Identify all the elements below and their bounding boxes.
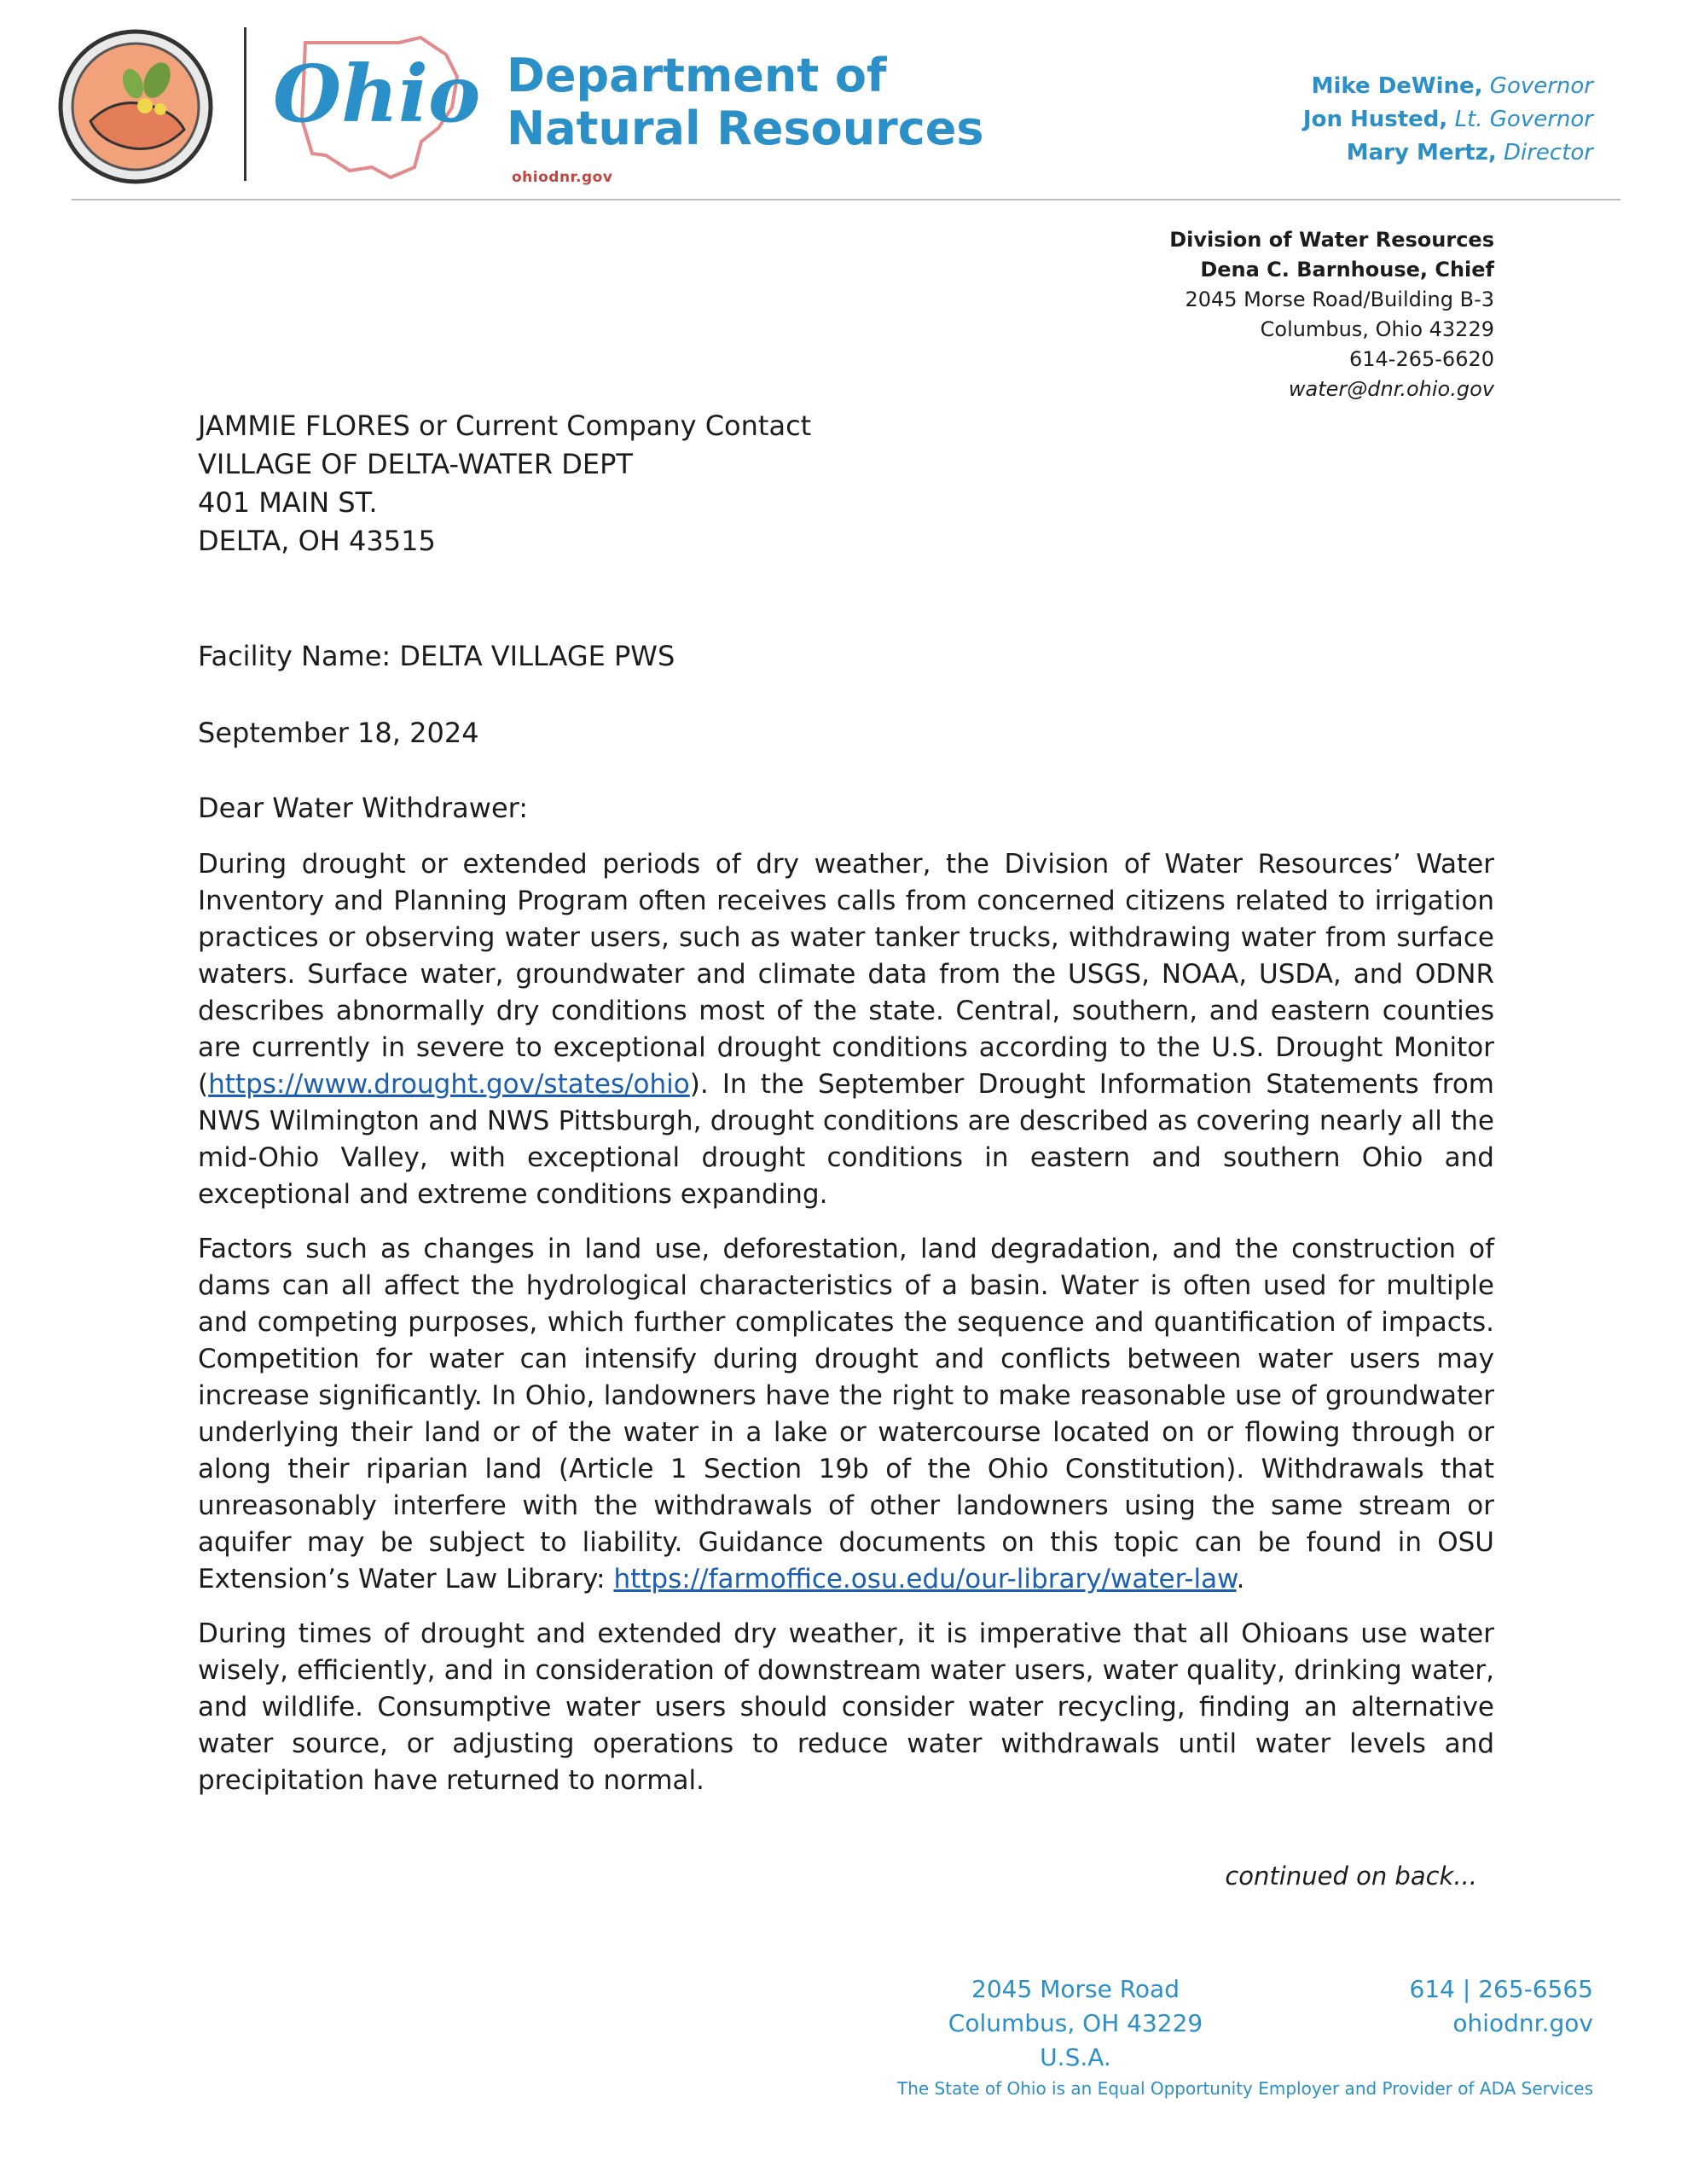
paragraph-2: Factors such as changes in land use, deforestation, land degradation, and the construction of dams can all affect the hydrological characteristics of a basin. Water is often used for multiple and competing purposes, which further complicates the sequence and quantification of impacts. Competition for water can intensify during drought and conflicts between water users may increase significantly. In Ohio, landowners have the right to make reasonable use of groundwater underlying their land or of the water in a lake or watercourse located on or flowing through or along their riparian land (Article 1 Section 19b of the Ohio Constitution). Withdrawals that unreasonably interfere with the withdrawals of other landowners using the same stream or aquifer may be subject to liability. Guidance documents on this topic can be found in OSU Extension’s Water Law Library: https://farmoffice.osu.edu/our-library/water-law. — [198, 1234, 1494, 1594]
logo-url: ohiodnr.gov — [512, 169, 613, 186]
recipient-line1: JAMMIE FLORES or Current Company Contact — [198, 410, 812, 442]
official-lt-governor: Jon Husted, Lt. Governor — [1302, 107, 1593, 132]
division-name: Division of Water Resources — [1169, 228, 1494, 252]
officials-list — [1303, 70, 1593, 170]
paragraph-1: During drought or extended periods of dry weather, the Division of Water Resources’ Water Inventory and Planning Program often receives calls from concerned citizens related to irrigation practices or observing water users, such as water tanker trucks, withdrawing water from surface waters. Surface water, groundwater and climate data from the USGS, NOAA, USDA, and ODNR describes abnormally dry conditions most of the state. Central, southern, and eastern counties are currently in severe to exceptional drought conditions according to the U.S. Drought Monitor (https://www.drought.gov/states/ohio). In the September Drought Information Statements from NWS Wilmington and NWS Pittsburgh, drought conditions are described as covering nearly all the mid-Ohio Valley, with exceptional drought conditions in eastern and southern Ohio and exceptional and extreme conditions expanding. — [198, 849, 1494, 1210]
header-divider — [244, 27, 246, 181]
division-chief: Dena C. Barnhouse, Chief — [1200, 258, 1494, 282]
official-director: Mary Mertz, Director — [1346, 140, 1593, 166]
paragraph-3: During times of drought and extended dry weather, it is imperative that all Ohioans use water wisely, efficiently, and in consideration of downstream water users, water quality, drinking water, and wildlife. Consumptive water users should consider water recycling, finding an alternative water source, or adjusting operations to reduce water withdrawals until water levels and precipitation have returned to normal. — [198, 1618, 1494, 1796]
water-law-link[interactable]: https://farmoffice.osu.edu/our-library/water-law — [613, 1564, 1237, 1594]
footer-website[interactable]: ohiodnr.gov — [1452, 2009, 1593, 2037]
footer-address1: 2045 Morse Road — [971, 1975, 1180, 2003]
recipient-line4: DELTA, OH 43515 — [198, 525, 436, 557]
header-rule — [72, 199, 1620, 200]
ohio-logo — [271, 26, 480, 184]
department-name — [507, 49, 984, 155]
salutation: Dear Water Withdrawer: — [198, 792, 528, 824]
footer-address2: Columbus, OH 43229 U.S.A. — [948, 2009, 1203, 2071]
recipient-address — [198, 407, 811, 561]
facility-name: Facility Name: DELTA VILLAGE PWS — [198, 640, 675, 672]
footer-eeo-statement: The State of Ohio is an Equal Opportunity Employer and Provider of ADA Services — [897, 2078, 1593, 2099]
division-email[interactable]: water@dnr.ohio.gov — [1288, 377, 1494, 401]
recipient-line3: 401 MAIN ST. — [198, 486, 378, 519]
footer-contact — [1410, 1972, 1593, 2041]
letter-date: September 18, 2024 — [198, 717, 479, 749]
continued-note: continued on back... — [1225, 1862, 1477, 1891]
drought-monitor-link[interactable]: https://www.drought.gov/states/ohio — [208, 1069, 690, 1100]
footer-address — [918, 1972, 1233, 2075]
department-line2: Natural Resources — [507, 102, 984, 155]
official-governor: Mike DeWine, Governor — [1311, 73, 1593, 99]
division-phone: 614-265-6620 — [1348, 347, 1494, 371]
department-line1: Department of — [507, 49, 887, 102]
ohio-logo-text: Ohio — [273, 48, 480, 140]
odnr-seal-icon — [56, 27, 215, 186]
division-address1: 2045 Morse Road/Building B-3 — [1185, 288, 1494, 311]
letter-body — [198, 846, 1494, 1817]
division-info — [1169, 225, 1494, 404]
recipient-line2: VILLAGE OF DELTA-WATER DEPT — [198, 448, 633, 480]
footer-phone: 614 | 265-6565 — [1409, 1975, 1593, 2003]
division-address2: Columbus, Ohio 43229 — [1260, 317, 1494, 341]
